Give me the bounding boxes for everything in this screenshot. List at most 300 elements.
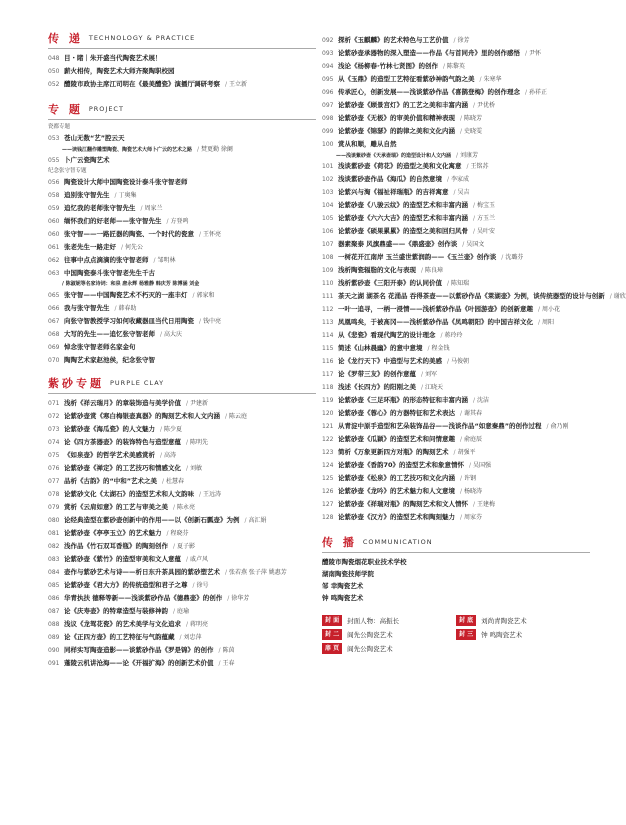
article-title: 苍山无数“艺”腔云天 xyxy=(64,134,125,142)
page-number: 108 xyxy=(322,254,334,261)
page-number: 093 xyxy=(322,50,334,57)
toc-entry xyxy=(48,254,316,267)
section-title-en: PURPLE CLAY xyxy=(110,379,165,387)
toc-entry xyxy=(322,498,590,511)
toc-entry xyxy=(322,264,590,277)
toc-list-right xyxy=(322,34,626,524)
page-number: 068 xyxy=(48,331,60,338)
page-number: 120 xyxy=(322,410,334,417)
page-number: 104 xyxy=(322,202,334,209)
article-author: / 陈良璋 xyxy=(421,264,443,277)
article-title: 大写的先生——追忆张守智老师 xyxy=(64,330,155,338)
article-author: / 高汇娟 xyxy=(245,514,267,527)
article-title: 往事中点点滴滴的张守智老师 xyxy=(64,256,149,264)
article-title: 浅作品《竹石双耳香瓶》的陶刻创作 xyxy=(64,542,168,550)
page-number: 106 xyxy=(322,228,334,235)
section-divider xyxy=(48,393,316,394)
toc-list-purple-clay xyxy=(48,397,316,670)
article-title: 浅论《杨柳春·竹林七贤图》的创作 xyxy=(338,62,438,70)
page-number: 097 xyxy=(322,102,334,109)
article-title: 论紫砂壶《禅定》的工艺技巧和情感文化 xyxy=(64,464,181,472)
toc-entry xyxy=(322,138,590,151)
article-title: 张老先生一路走好 xyxy=(64,243,116,251)
toc-entry xyxy=(322,368,590,381)
page-number: 116 xyxy=(322,358,334,365)
page-number: 118 xyxy=(322,384,334,391)
credit-text: 刘尚青陶瓷艺术 xyxy=(481,616,527,625)
credit-item xyxy=(456,614,590,626)
toc-entry xyxy=(322,420,590,433)
section-transmit-header xyxy=(48,30,316,46)
article-author: / 程晓芬 xyxy=(167,527,189,540)
article-title: 向张守智教授学习如何收藏器皿当代日用陶瓷 xyxy=(64,317,194,325)
toc-entry xyxy=(322,225,590,238)
article-author: / 王怀亮 xyxy=(199,228,221,241)
article-author: / 沈璐芬 xyxy=(501,251,523,264)
article-title: 论《庆寿壶》的特章造型与装修神韵 xyxy=(64,607,168,615)
article-title: 论紫砂壶《龙吟》的艺术魅力和人文意境 xyxy=(338,487,455,495)
toc-entry xyxy=(48,449,316,462)
toc-entry xyxy=(322,394,590,407)
article-title: 论紫砂壶《瓜颖》的造型艺术和问情意趣 xyxy=(338,435,455,443)
article-title: 中国陶瓷泰斗张守智老先生千古 xyxy=(64,269,155,277)
article-author: / 王铭苏 xyxy=(467,160,489,173)
toc-entry xyxy=(48,241,316,254)
toc-entry xyxy=(48,657,316,670)
article-title: 浅析陶瓷辐脂的文化与表现 xyxy=(338,266,416,274)
section-divider xyxy=(48,119,316,120)
page-number: 127 xyxy=(322,501,334,508)
article-author: / 周家兰 xyxy=(141,202,163,215)
article-title: 品析《古韵》的“中和”艺术之美 xyxy=(64,477,158,485)
article-author: / 陈知瑞 xyxy=(447,277,469,290)
toc-entry xyxy=(322,290,626,303)
page-number: 075 xyxy=(48,452,60,459)
article-author: / 丁奥集 xyxy=(115,189,137,202)
credit-text: 钟 鸣陶瓷艺术 xyxy=(481,630,523,639)
article-author: / 陈云庭 xyxy=(225,410,247,423)
article-title: 浅议《龙驾花瓷》的艺术美学与文化追求 xyxy=(64,620,181,628)
toc-entry xyxy=(322,407,590,420)
article-title: 论紫砂壶《君大方》的传统造型和君子之尊 xyxy=(64,581,188,589)
toc-entry xyxy=(322,355,590,368)
toc-entry xyxy=(322,303,590,316)
page-number: 082 xyxy=(48,543,60,550)
article-title: 简述《山林晨幽》的意中意境 xyxy=(338,344,423,352)
page-number: 086 xyxy=(48,595,60,602)
article-title: 论紫砂壶《海瓜瓷》的人文魅力 xyxy=(64,425,155,433)
credit-text: 封面人物：高振长 xyxy=(347,616,400,625)
toc-entry xyxy=(322,199,590,212)
article-title: 论紫砂壶《松泉》的工艺技巧和文化内涵 xyxy=(338,474,455,482)
page-number: 065 xyxy=(48,292,60,299)
toc-entry xyxy=(48,154,316,167)
page-number: 059 xyxy=(48,205,60,212)
article-title: 华青执扶 德释等新——浅谈紫砂作品《德鼎壶》的创作 xyxy=(64,594,223,602)
toc-entry xyxy=(322,160,590,173)
toc-entry xyxy=(322,277,590,290)
article-title: 张守智——中国陶瓷艺术不朽灭的一座丰灯 xyxy=(64,291,188,299)
toc-entry xyxy=(322,485,590,498)
section-title-en: PROJECT xyxy=(88,105,124,113)
page-number: 103 xyxy=(322,189,334,196)
toc-entry xyxy=(48,267,316,280)
toc-entry xyxy=(322,329,590,342)
article-author: / 杜慧春 xyxy=(162,475,184,488)
article-author: / 何先公 xyxy=(121,241,143,254)
article-author: / 俞庭辰 xyxy=(460,433,482,446)
page-number: 098 xyxy=(322,115,334,122)
subsection-label: 瓷都专题 xyxy=(48,124,71,130)
article-title: 浅析紫砂壶《三阳开泰》的认同价值 xyxy=(338,279,442,287)
toc-entry xyxy=(48,501,316,514)
toc-entry xyxy=(48,302,316,315)
toc-entry xyxy=(322,60,590,73)
page-number: 096 xyxy=(322,89,334,96)
toc-entry xyxy=(322,47,590,60)
article-author: / 郭家和 xyxy=(193,289,215,302)
toc-entry xyxy=(322,34,590,47)
article-title: 器素聚泰 风旗鼎盛——《鼎盛壶》创作谈 xyxy=(338,240,458,248)
article-author: / 夏子影 xyxy=(173,540,195,553)
right-column xyxy=(322,0,626,654)
page-number: 126 xyxy=(322,488,334,495)
section-title-cn: 专 题 xyxy=(48,103,83,116)
article-title: 论紫砂壶《蓉心》的方器特征和艺术表达 xyxy=(338,409,455,417)
page-number: 077 xyxy=(48,478,60,485)
page-number: 114 xyxy=(322,332,334,339)
article-title: 凤凰鸣矣，于被髙冈——浅析紫砂作品《凤鸣朝阳》的中国吉祥文化 xyxy=(338,318,533,326)
toc-entry xyxy=(48,410,316,423)
article-author: / 周小花 xyxy=(538,303,560,316)
toc-entry xyxy=(322,112,590,125)
article-title: 探析《玉麒麟》的艺术特色与工艺价值 xyxy=(338,36,449,44)
toc-entry xyxy=(322,342,590,355)
article-author: / 高涛 xyxy=(160,449,176,462)
article-author: / 江晓天 xyxy=(421,381,443,394)
credit-label: 封 面 xyxy=(322,615,342,626)
article-title: 论紫砂壶承器物的深入塑造——作品《与首同舟》里的创作感悟 xyxy=(338,49,520,57)
article-author: / 陈永亮 xyxy=(173,501,195,514)
article-title: 论紫砂壶《八骏云纹》的造型艺术和丰富内涵 xyxy=(338,201,468,209)
article-author: / 徐芳 xyxy=(454,34,470,47)
article-title: 论紫砂壶《六六大吉》的造型艺术和丰富内涵 xyxy=(338,214,468,222)
page-number: 050 xyxy=(48,68,60,75)
article-author: / 杨晓涛 xyxy=(460,485,482,498)
page-number: 074 xyxy=(48,439,60,446)
article-author: / 焚更勤 徐阑 xyxy=(197,145,233,154)
credit-item xyxy=(322,642,456,654)
article-author: / 吴国文 xyxy=(462,238,484,251)
article-author: / 刘康芳 xyxy=(456,151,478,160)
page-number: 095 xyxy=(322,76,334,83)
article-author: / 徐号 xyxy=(193,579,209,592)
page-number: 115 xyxy=(322,345,334,352)
toc-entry xyxy=(48,527,316,540)
article-author: / 梅宝玉 xyxy=(473,199,495,212)
toc-entry xyxy=(48,566,316,579)
communication-line: 邹 幸陶瓷艺术 xyxy=(322,582,364,590)
toc-entry xyxy=(48,215,316,228)
article-author: / 刘忠萍 xyxy=(180,631,202,644)
page-number: 123 xyxy=(322,449,334,456)
page-number: 125 xyxy=(322,475,334,482)
cover-credits xyxy=(322,614,590,654)
toc-entry xyxy=(48,397,316,410)
article-title: ——读钱江翻作雕塑陶瓷、陶瓷艺术大师卜广云的艺术之路 xyxy=(62,147,193,153)
article-author: / 俞乃刚 xyxy=(547,420,569,433)
article-title: 《如泉壶》的哲学艺术美感赏析 xyxy=(64,451,155,459)
page-number: 101 xyxy=(322,163,334,170)
page-number: 128 xyxy=(322,514,334,521)
article-author: / 马俊朝 xyxy=(447,355,469,368)
article-author: / 陈茵 xyxy=(219,644,235,657)
page-number: 052 xyxy=(48,81,60,88)
toc-entry xyxy=(48,132,316,145)
article-author: / 邹明林 xyxy=(154,254,176,267)
article-author: / 尹优桥 xyxy=(473,99,495,112)
article-title: 陶陶艺术家赵池侯，纪念张守智 xyxy=(64,356,155,364)
article-title: 同样实写陶壶造影——谈紫砂作品《罗是锦》的创作 xyxy=(64,646,214,654)
toc-list-project-b xyxy=(48,176,316,367)
article-title: 论紫砂壶《祥瑞对瓶》的陶刻艺术和文人情怀 xyxy=(338,500,468,508)
article-author: / 刘敏 xyxy=(186,462,202,475)
toc-entry xyxy=(48,280,316,289)
article-title: 壶作与紫砂艺术与诗——析日东升茶具园的紫砂塑艺术 xyxy=(64,568,220,576)
article-title: 论《四方茶器壶》的装饰特色与造型意蕴 xyxy=(64,438,181,446)
article-title: 赏从和顺，雕从自然 xyxy=(338,140,397,148)
article-author: / 王远涛 xyxy=(199,488,221,501)
article-title: 传承匠心，创新发展——浅谈紫砂作品《喜鹊登梅》的创作理念 xyxy=(338,88,520,96)
article-title: 蓬陵云机讲沧海——论《开福扩海》的创新艺术价值 xyxy=(64,659,214,667)
section-divider xyxy=(322,552,590,553)
article-author: / 韩春助 xyxy=(115,302,137,315)
section-divider xyxy=(48,48,316,49)
page-number: 081 xyxy=(48,530,60,537)
article-title: 浅析《祥云瑞月》的章装饰造与美学价值 xyxy=(64,399,181,407)
page-number: 124 xyxy=(322,462,334,469)
page-number: 080 xyxy=(48,517,60,524)
toc-entry xyxy=(48,354,316,367)
page-number: 099 xyxy=(322,128,334,135)
article-author: / 方登鸣 xyxy=(167,215,189,228)
section-title-en: TECHNOLOGY & PRACTICE xyxy=(88,34,196,42)
page-number: 088 xyxy=(48,621,60,628)
toc-entry xyxy=(48,315,316,328)
page-number: 091 xyxy=(48,660,60,667)
article-author: / 陈少夏 xyxy=(160,423,182,436)
page-number: 107 xyxy=(322,241,334,248)
toc-entry xyxy=(48,341,316,354)
article-author: / 尹建新 xyxy=(186,397,208,410)
toc-entry xyxy=(322,238,590,251)
page-number: 060 xyxy=(48,218,60,225)
page-number: 061 xyxy=(48,244,60,251)
toc-entry xyxy=(322,459,590,472)
toc-entry xyxy=(48,618,316,631)
credit-label: 封 底 xyxy=(456,615,476,626)
page-number: 062 xyxy=(48,257,60,264)
article-author: / 高大庆 xyxy=(160,328,182,341)
article-author: / 史晓雯 xyxy=(460,125,482,138)
page-number: 110 xyxy=(322,280,334,287)
article-title: 卜广云瓷陶艺术 xyxy=(64,156,110,164)
page-number: 066 xyxy=(48,305,60,312)
toc-entry xyxy=(322,99,590,112)
article-title: 论紫砂壶《紫竹》的造型审美和文人意蕴 xyxy=(64,555,181,563)
toc-entry xyxy=(48,52,316,65)
page-number: 083 xyxy=(48,556,60,563)
article-author: / 陈黎英 xyxy=(443,60,465,73)
page-number: 072 xyxy=(48,413,60,420)
article-title: / 陈淑妮等名家诗词：和泉 唐永辉 杨雅静 韩庆芳 陈博涵 刘金 xyxy=(62,281,200,287)
credit-item xyxy=(456,628,590,640)
toc-entry xyxy=(48,176,316,189)
page-number: 067 xyxy=(48,318,60,325)
page-number: 089 xyxy=(48,634,60,641)
credit-label: 封 三 xyxy=(456,629,476,640)
article-author: / 王立新 xyxy=(225,78,247,91)
toc-entry xyxy=(322,125,590,138)
article-title: 缅怀我们的好老师——张守智先生 xyxy=(64,217,162,225)
article-title: 浅谈紫砂壶作品《海瓜》的自然意境 xyxy=(338,175,442,183)
toc-entry xyxy=(322,316,590,329)
credit-text: 阎先公陶瓷艺术 xyxy=(347,644,393,653)
toc-entry xyxy=(48,631,316,644)
page-number: 112 xyxy=(322,306,334,313)
page-number: 109 xyxy=(322,267,334,274)
article-title: 从青淀中原手造型和艺朵装饰品谷——浅谈作品“如意秦鼎”的创作过程 xyxy=(338,422,542,430)
toc-entry xyxy=(322,86,590,99)
section-purple-clay-header xyxy=(48,375,316,391)
article-title: 论紫砂壶《香韵70》的造型艺术和象意情怀 xyxy=(338,461,465,469)
article-author: / 李家成 xyxy=(447,173,469,186)
article-author: / 胡强平 xyxy=(454,446,476,459)
article-author: / 戚卢风 xyxy=(186,553,208,566)
toc-entry xyxy=(48,436,316,449)
article-author: / 王春 xyxy=(219,657,235,670)
toc-entry xyxy=(48,592,316,605)
toc-entry xyxy=(48,540,316,553)
article-title: 论经典造型在紫砂壶创新中的作用——以《创新石瓢壶》为例 xyxy=(64,516,240,524)
article-title: 论《正四方壶》的工艺特征与气韵蕴藏 xyxy=(64,633,175,641)
page-number: 121 xyxy=(322,423,334,430)
article-author: / 陈明先 xyxy=(186,436,208,449)
article-title: 论紫兴与淘《福祉祥瑞瓶》的吉祥寓意 xyxy=(338,188,449,196)
article-author: / 沈洁 xyxy=(473,394,489,407)
article-title: 论紫砂壶《硕果累累》的造型之美和回归风骨 xyxy=(338,227,468,235)
article-title: 一叶一追寻，一柄一浸情——浅析紫砂作品《叶园游壶》的创新意趣 xyxy=(338,305,533,313)
toc-entry xyxy=(322,151,590,160)
article-title: 论紫砂壶《亭亭玉立》的艺术魅力 xyxy=(64,529,162,537)
toc-entry xyxy=(48,228,316,241)
toc-list-project-a xyxy=(48,132,316,167)
page-number: 079 xyxy=(48,504,60,511)
credit-text: 阎先公陶瓷艺术 xyxy=(347,630,393,639)
left-column xyxy=(48,0,316,670)
section-title-en: COMMUNICATION xyxy=(362,538,433,546)
credit-label: 扉 页 xyxy=(322,643,342,654)
toc-entry xyxy=(322,511,590,524)
toc-entry xyxy=(48,553,316,566)
page-number: 100 xyxy=(322,141,334,148)
page-number: 094 xyxy=(322,63,334,70)
article-author: / 谢欣 xyxy=(610,290,626,303)
article-author: / 张若燕 张子萍 姚惠芳 xyxy=(225,566,287,579)
communication-line: 湖南陶瓷技师学院 xyxy=(322,570,374,578)
toc-entry xyxy=(48,328,316,341)
page-number: 105 xyxy=(322,215,334,222)
page-number: 090 xyxy=(48,647,60,654)
credit-item xyxy=(322,628,456,640)
article-title: 醴陵市政协主席江司明在《最美醴瓷》演播厅调研考察 xyxy=(64,80,220,88)
section-communication-header xyxy=(322,534,590,550)
page-number: 078 xyxy=(48,491,60,498)
section-title-cn: 传 递 xyxy=(48,32,83,45)
toc-entry xyxy=(48,488,316,501)
article-author: / 庭瑜 xyxy=(173,605,189,618)
page-number: 069 xyxy=(48,344,60,351)
toc-entry xyxy=(322,173,590,186)
page-number: 071 xyxy=(48,400,60,407)
article-title: 从《玉鼎》的造型工艺特征看紫砂神韵气韵之美 xyxy=(338,75,475,83)
page-number: 102 xyxy=(322,176,334,183)
article-author: / 程金钱 xyxy=(428,342,450,355)
article-title: 论《龙行天下》中造型与艺术的美感 xyxy=(338,357,442,365)
article-author: / 吴叶安 xyxy=(473,225,495,238)
toc-entry xyxy=(48,145,316,154)
article-title: 张守智——一路匠器的陶瓷、一个时代的瓷意 xyxy=(64,230,194,238)
article-title: 论紫砂壶《顾景宫灯》的工艺之美和丰富内涵 xyxy=(338,101,468,109)
article-author: / 蒋玲玲 xyxy=(441,329,463,342)
article-title: ——浅谈紫砂壶《天承壶瑞》的造型设计和人文内涵 xyxy=(336,153,452,159)
article-author: / 许钢 xyxy=(460,472,476,485)
toc-entry xyxy=(48,605,316,618)
article-author: / 陈晓芳 xyxy=(460,112,482,125)
page-number: 076 xyxy=(48,465,60,472)
page-number: 053 xyxy=(48,135,60,142)
toc-entry xyxy=(48,579,316,592)
toc-entry xyxy=(322,186,590,199)
toc-entry xyxy=(322,251,590,264)
article-title: 论紫砂壶赏《寒白梅银壶真器》的陶刻艺术和人文内涵 xyxy=(64,412,220,420)
article-title: 浅述《长四方》的阳刚之美 xyxy=(338,383,416,391)
article-title: 论紫砂文化《太湖石》的造型艺术和人文韵味 xyxy=(64,490,194,498)
article-author: / 蒋明亮 xyxy=(186,618,208,631)
page-number: 070 xyxy=(48,357,60,364)
page-number: 058 xyxy=(48,192,60,199)
article-title: 薪火相传，陶瓷艺术大师齐聚陶职校园 xyxy=(64,67,175,75)
article-title: 从《悲瓷》看现代陶艺的设计理念 xyxy=(338,331,436,339)
article-title: 悼念张守智老师名家金句 xyxy=(64,343,136,351)
toc-entry xyxy=(322,73,590,86)
toc-entry xyxy=(48,78,316,91)
article-title: 浅谈紫砂壶《荷花》的造型之美和文化寓意 xyxy=(338,162,462,170)
page-number: 113 xyxy=(322,319,334,326)
toc-entry xyxy=(48,462,316,475)
toc-entry xyxy=(48,189,316,202)
toc-entry xyxy=(322,446,590,459)
article-author: / 朱寒华 xyxy=(480,73,502,86)
toc-list-transmit xyxy=(48,52,316,91)
article-author: / 王建梅 xyxy=(473,498,495,511)
page-number: 085 xyxy=(48,582,60,589)
article-title: 追忆我的老师张守智先生 xyxy=(64,204,136,212)
toc-entry xyxy=(48,644,316,657)
page-number: 060 xyxy=(48,231,60,238)
article-author: / 钱中亮 xyxy=(199,315,221,328)
page-number: 117 xyxy=(322,371,334,378)
